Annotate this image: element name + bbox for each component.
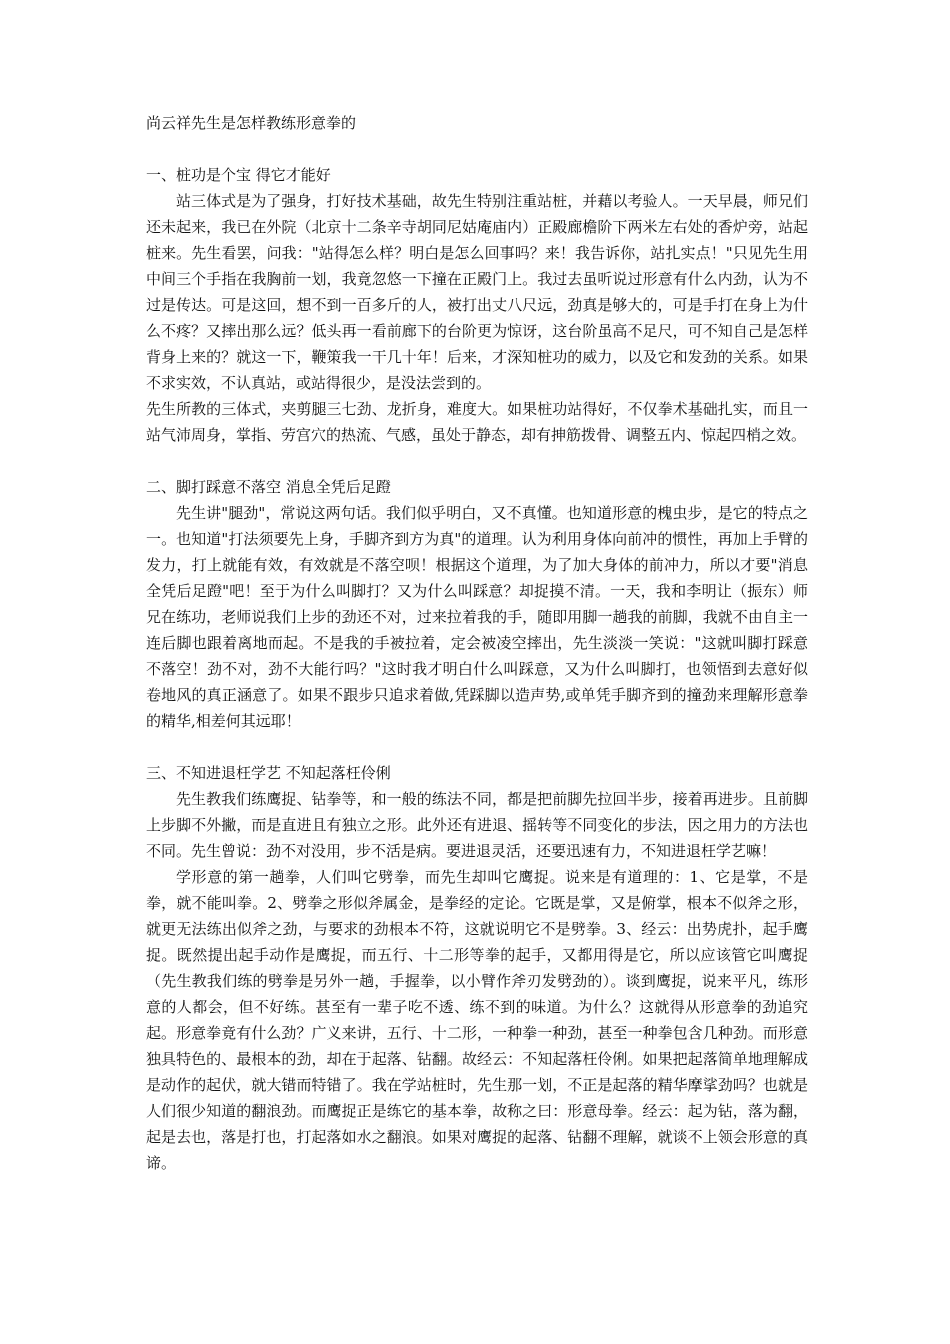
document-title: 尚云祥先生是怎样教练形意拳的 [146, 114, 357, 132]
section-heading: 三、不知进退枉学艺 不知起落枉伶俐 [146, 764, 391, 782]
section-2 [146, 474, 808, 734]
paragraph: 先生所教的三体式，夹剪腿三七劲、龙折身，难度大。如果桩功站得好，不仅拳术基础扎实，而且一站气沛周身，掌指、劳宫穴的热流、气感，虽处于静态，却有抻筋拨骨、调整五内、惊起四梢之效。 [146, 400, 808, 444]
paragraph: 站三体式是为了强身，打好技术基础，故先生特别注重站桩，并藉以考验人。一天早晨，师兄们还未起来，我已在外院（北京十二条辛寺胡同尼姑庵庙内）正殿廊檐阶下两米左右处的香炉旁，站起桩来。先生看罢，问我："站得怎么样？明白是怎么回事吗？来！我告诉你，站扎实点！"只见先生用中间三个手指在我胸前一划，我竟忽悠一下撞在正殿门上。我过去虽听说过形意有什么内劲，认为不过是传达。可是这回，想不到一百多斤的人，被打出丈八尺远，劲真是够大的，可是手打在身上为什么不疼？又摔出那么远？低头再一看前廊下的台阶更为惊讶，这台阶虽高不足尺，可不知自己是怎样背身上来的？就这一下，鞭策我一干几十年！后来，才深知桩功的威力，以及它和发劲的关系。如果不求实效，不认真站，或站得很少，是没法尝到的。 [146, 192, 808, 392]
document-page [146, 110, 808, 1202]
section-1 [146, 162, 808, 448]
section-heading: 一、桩功是个宝 得它才能好 [146, 166, 331, 184]
section-heading: 二、脚打踩意不落空 消息全凭后足蹬 [146, 478, 391, 496]
paragraph: 先生讲"腿劲"，常说这两句话。我们似乎明白，又不真懂。也知道形意的槐虫步，是它的特点之一。也知道"打法须要先上身，手脚齐到方为真"的道理。认为利用身体向前冲的惯性，再加上手臂的发力，打上就能有效，有效就是不落空呗！根据这个道理，为了加大身体的前冲力，所以才要"消息全凭后足蹬"吧！至于为什么叫脚打？又为什么叫踩意？却捉摸不清。一天，我和李明让（振东）师兄在练功，老师说我们上步的劲还不对，过来拉着我的手，随即用脚一趟我的前脚，我就不由自主一连后脚也跟着离地而起。不是我的手被拉着，定会被凌空摔出，先生淡淡一笑说："这就叫脚打踩意不落空！劲不对，劲不大能行吗？"这时我才明白什么叫踩意，又为什么叫脚打，也领悟到去意好似卷地风的真正涵意了。如果不跟步只追求着做,凭踩脚以造声势,或单凭手脚齐到的撞劲来理解形意拳的精华,相差何其远耶！ [146, 504, 808, 730]
section-3 [146, 760, 808, 1176]
paragraph: 学形意的第一趟拳，人们叫它劈拳，而先生却叫它鹰捉。说来是有道理的：1、它是掌，不是拳，就不能叫拳。2、劈拳之形似斧属金，是拳经的定论。它既是掌，又是俯掌，根本不似斧之形，就更无法练出似斧之劲，与要求的劲根本不符，这就说明它不是劈拳。3、经云：出势虎扑，起手鹰捉。既然提出起手动作是鹰捉，而五行、十二形等拳的起手，又都用得是它，所以应该管它叫鹰捉（先生教我们练的劈拳是另外一趟，手握拳，以小臂作斧刃发劈劲的）。谈到鹰捉，说来平凡，练形意的人都会，但不好练。甚至有一辈子吃不透、练不到的味道。为什么？这就得从形意拳的劲追究起。形意拳竟有什么劲？广义来讲，五行、十二形，一种拳一种劲，甚至一种拳包含几种劲。而形意独具特色的、最根本的劲，却在于起落、钻翻。故经云：不知起落枉伶俐。如果把起落简单地理解成是动作的起伏，就大错而特错了。我在学站桩时，先生那一划，不正是起落的精华摩挲劲吗？也就是人们很少知道的翻浪劲。而鹰捉正是练它的基本拳，故称之曰：形意母拳。经云：起为钻，落为翻，起是去也，落是打也，打起落如水之翻浪。如果对鹰捉的起落、钻翻不理解，就谈不上领会形意的真谛。 [146, 868, 808, 1172]
paragraph: 先生教我们练鹰捉、钻拳等，和一般的练法不同，都是把前脚先拉回半步，接着再进步。且前脚上步脚不外撇，而是直进且有独立之形。此外还有进退、摇转等不同变化的步法，因之用力的方法也不同。先生曾说：劲不对没用，步不活是病。要进退灵活，还要迅速有力，不知进退枉学艺嘛！ [146, 790, 808, 860]
